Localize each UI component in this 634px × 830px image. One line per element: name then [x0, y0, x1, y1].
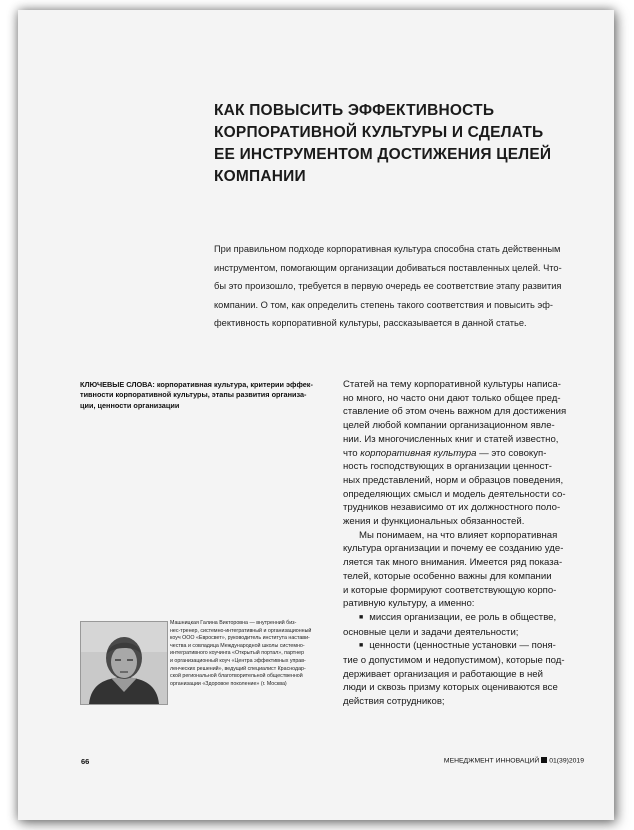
- body-line: и которые формируют соответствующую корпо-: [343, 584, 557, 596]
- bio-line: коуч ООО «Евросвет», руководитель института настави-: [170, 635, 310, 642]
- body-line: но много, но часто они дают только общее пред-: [343, 392, 561, 404]
- title-line: КОМПАНИИ: [214, 168, 306, 185]
- body-line: люди и сквозь призму которых оцениваются все: [343, 682, 558, 694]
- article-title: [214, 100, 594, 188]
- bio-line: и организационный коуч «Центра эффективных управ-: [170, 657, 306, 664]
- body-line: ных представлений, норм и образцов поведения,: [343, 474, 564, 486]
- body-line-definition: [343, 447, 591, 461]
- issue-number: 01(39)2019: [549, 757, 584, 765]
- body-text: что: [343, 447, 361, 459]
- lead-line: При правильном подходе корпоративная культура способна стать действенным: [214, 244, 561, 254]
- title-line: КОРПОРАТИВНОЙ КУЛЬТУРЫ И СДЕЛАТЬ: [214, 124, 544, 141]
- keywords-line: тивности корпоративной культуры, этапы развития организа-: [80, 390, 307, 400]
- body-line: трудников независимо от их должностного поло-: [343, 502, 561, 514]
- body-text: — это совокуп-: [476, 447, 547, 459]
- body-line: нии. Из многочисленных книг и статей известно,: [343, 433, 559, 445]
- bio-line: Машницкая Галина Викторовна — внутренний биз-: [170, 620, 297, 626]
- lead-line: компании. О том, как определить степень такого соответствия и повысить эф-: [214, 299, 553, 310]
- body-line: держивает организация и работающие в ней: [343, 668, 543, 680]
- italic-term: корпоративная культура: [360, 447, 477, 459]
- keywords-block: [80, 380, 342, 411]
- body-line: ляется так много внимания. Имеется ряд показа-: [343, 557, 563, 569]
- author-portrait-icon: [81, 622, 167, 704]
- body-line: ность господствующих в организации ценност-: [343, 461, 552, 473]
- author-photo: [80, 621, 168, 705]
- lead-line: фективность корпоративной культуры, рассказывается в данной статье.: [214, 318, 527, 329]
- lead-line: бы это произошло, требуется в первую очередь ее соответствие этапу развития: [214, 281, 562, 292]
- journal-name: МЕНЕДЖМЕНТ ИННОВАЦИЙ: [443, 757, 540, 765]
- body-line: жения и функциональных обязанностей.: [343, 516, 525, 528]
- body-line: целей любой компании организационном явле-: [343, 420, 555, 432]
- body-line: ставление об этом очень важном для достижения: [343, 406, 567, 418]
- body-line: телей, которые особенно важны для компании: [343, 570, 552, 582]
- bullet-item: ■ ценности (ценностные установки — поня-: [343, 639, 591, 654]
- bio-line: нес-тренер, системно-интегративный и организационный: [170, 627, 312, 634]
- body-line: ративную культуру, а именно:: [343, 598, 475, 610]
- body-line: культура организации и почему ее созданию уде-: [343, 543, 564, 555]
- bio-line: ской региональной благотворительной общественной: [170, 673, 303, 680]
- title-line: ЕЕ ИНСТРУМЕНТОМ ДОСТИЖЕНИЯ ЦЕЛЕЙ: [214, 146, 552, 163]
- author-bio: [170, 620, 338, 688]
- keywords-line: ции, ценности организации: [80, 400, 180, 410]
- body-line: действия сотрудников;: [343, 696, 445, 708]
- page-number: 66: [81, 757, 90, 766]
- bio-line: организации «Здоровое поколение» (г. Москва): [170, 680, 287, 687]
- body-line: Статей на тему корпоративной культуры написа-: [343, 379, 561, 390]
- body-line: тие о допустимом и недопустимом), которые под-: [343, 655, 565, 667]
- body-line: основные цели и задачи деятельности;: [343, 626, 519, 638]
- journal-footer: [444, 757, 584, 765]
- title-line: КАК ПОВЫСИТЬ ЭФФЕКТИВНОСТЬ: [214, 102, 495, 119]
- lead-paragraph: [214, 240, 590, 333]
- keywords-line: КЛЮЧЕВЫЕ СЛОВА: корпоративная культура, критерии эффек-: [80, 380, 313, 389]
- article-body: [343, 378, 591, 709]
- bullet-item: ■ миссия организации, ее роль в обществе,: [343, 611, 591, 626]
- document-page: [18, 10, 614, 820]
- lead-line: инструментом, помогающим организации добиваться поставленных целей. Что-: [214, 262, 562, 273]
- body-line: определяющих смысл и модель деятельности со-: [343, 488, 566, 500]
- body-line: Мы понимаем, на что влияет корпоративная: [359, 529, 558, 541]
- square-separator-icon: [541, 757, 547, 763]
- bio-line: чества и совладица Международной школы системно-: [170, 642, 305, 649]
- bio-line: интегративного коучинга «Открытый портал», партнер: [170, 650, 305, 657]
- bio-line: ленческих решений», ведущий специалист Краснодар-: [170, 665, 306, 672]
